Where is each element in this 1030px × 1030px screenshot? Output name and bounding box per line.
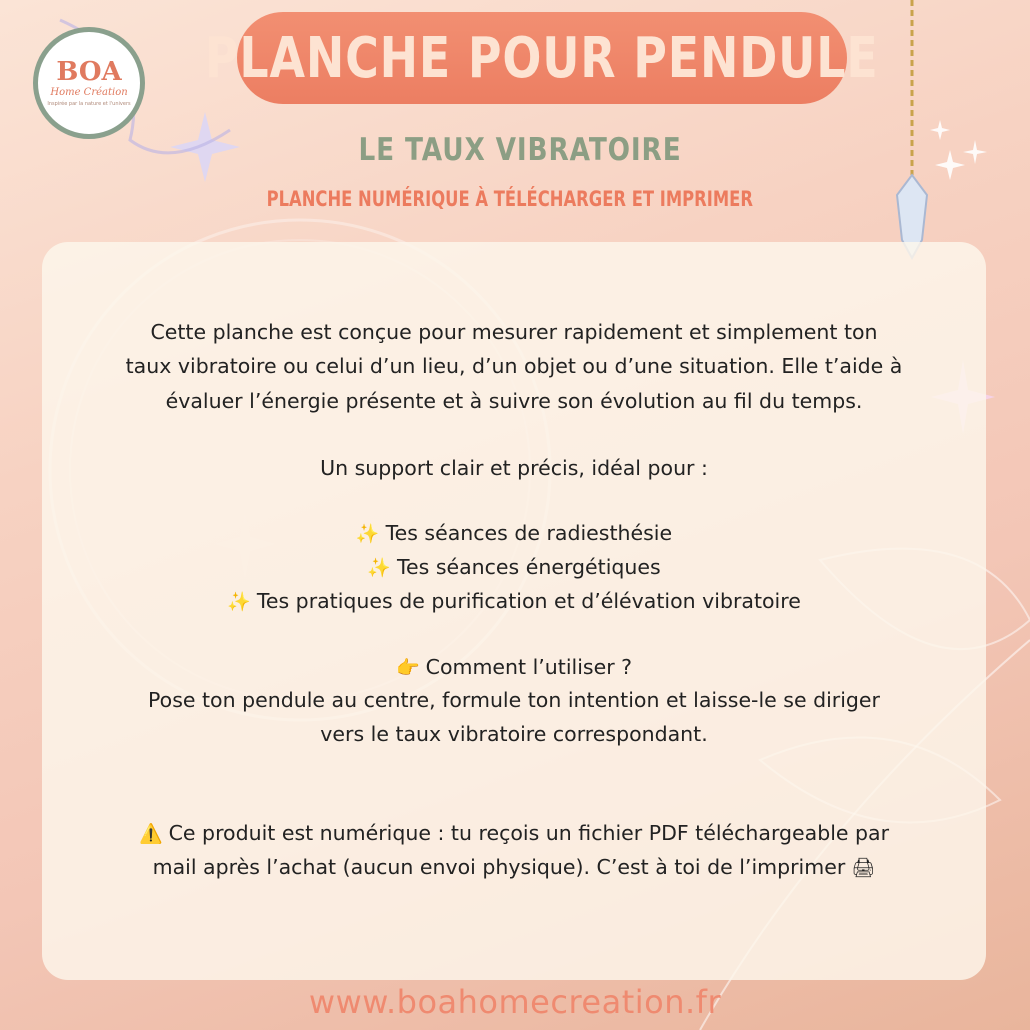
howto-heading-text: Comment l’utiliser ? bbox=[425, 655, 633, 679]
use-item bbox=[42, 523, 986, 544]
website-link[interactable]: www.boahomecreation.fr bbox=[308, 983, 722, 1021]
howto-line: vers le taux vibratoire correspondant. bbox=[320, 722, 708, 746]
intro-line: évaluer l’énergie présente et à suivre son évolution au fil du temps. bbox=[165, 389, 863, 413]
product-tagline bbox=[180, 187, 840, 211]
use-item-text: Tes séances de radiesthésie bbox=[385, 521, 673, 545]
intro-line: Cette planche est conçue pour mesurer rapidement et simplement ton bbox=[150, 320, 878, 344]
star-sparkle bbox=[170, 112, 240, 182]
notice-line bbox=[42, 823, 986, 844]
sparkles-icon: ✨ bbox=[367, 557, 391, 579]
notice-text: Ce produit est numérique : tu reçois un fichier PDF téléchargeable par bbox=[168, 821, 890, 845]
sparkles-icon: ✨ bbox=[355, 523, 380, 545]
use-item-text: Tes pratiques de purification et d’élévation vibratoire bbox=[256, 589, 801, 613]
use-item-text: Tes séances énergétiques bbox=[396, 555, 661, 579]
page-subtitle bbox=[240, 132, 800, 168]
notice-line bbox=[42, 857, 986, 878]
warning-icon: ⚠️ bbox=[138, 823, 163, 845]
title-banner bbox=[205, 12, 879, 104]
page-title: PLANCHE POUR PENDULE bbox=[205, 25, 879, 91]
use-item bbox=[42, 591, 986, 612]
howto-heading bbox=[42, 657, 986, 678]
brand-logo bbox=[33, 27, 145, 139]
intro-line: taux vibratoire ou celui d’un lieu, d’un objet ou d’une situation. Elle t’aide à bbox=[125, 354, 903, 378]
subtitle-text: LE TAUX VIBRATOIRE bbox=[358, 132, 682, 168]
notice-text: mail après l’achat (aucun envoi physique). C’est à toi de l’imprimer bbox=[152, 855, 846, 879]
use-item bbox=[42, 557, 986, 578]
pointing-hand-icon: 👉 bbox=[395, 657, 420, 679]
logo-tagline: Inspirée par la nature et l'univers bbox=[47, 101, 131, 107]
sparkles-icon: ✨ bbox=[227, 591, 251, 613]
logo-name: Home Création bbox=[50, 87, 128, 98]
printer-icon: 🖨 bbox=[851, 857, 876, 879]
howto-line: Pose ton pendule au centre, formule ton intention et laisse-le se diriger bbox=[148, 688, 880, 712]
star-sparkle bbox=[930, 120, 987, 180]
logo-mark: BOA bbox=[56, 57, 122, 87]
support-line: Un support clair et précis, idéal pour : bbox=[320, 456, 708, 480]
tagline-text: PLANCHE NUMÉRIQUE À TÉLÉCHARGER ET IMPRIMER bbox=[266, 187, 754, 211]
